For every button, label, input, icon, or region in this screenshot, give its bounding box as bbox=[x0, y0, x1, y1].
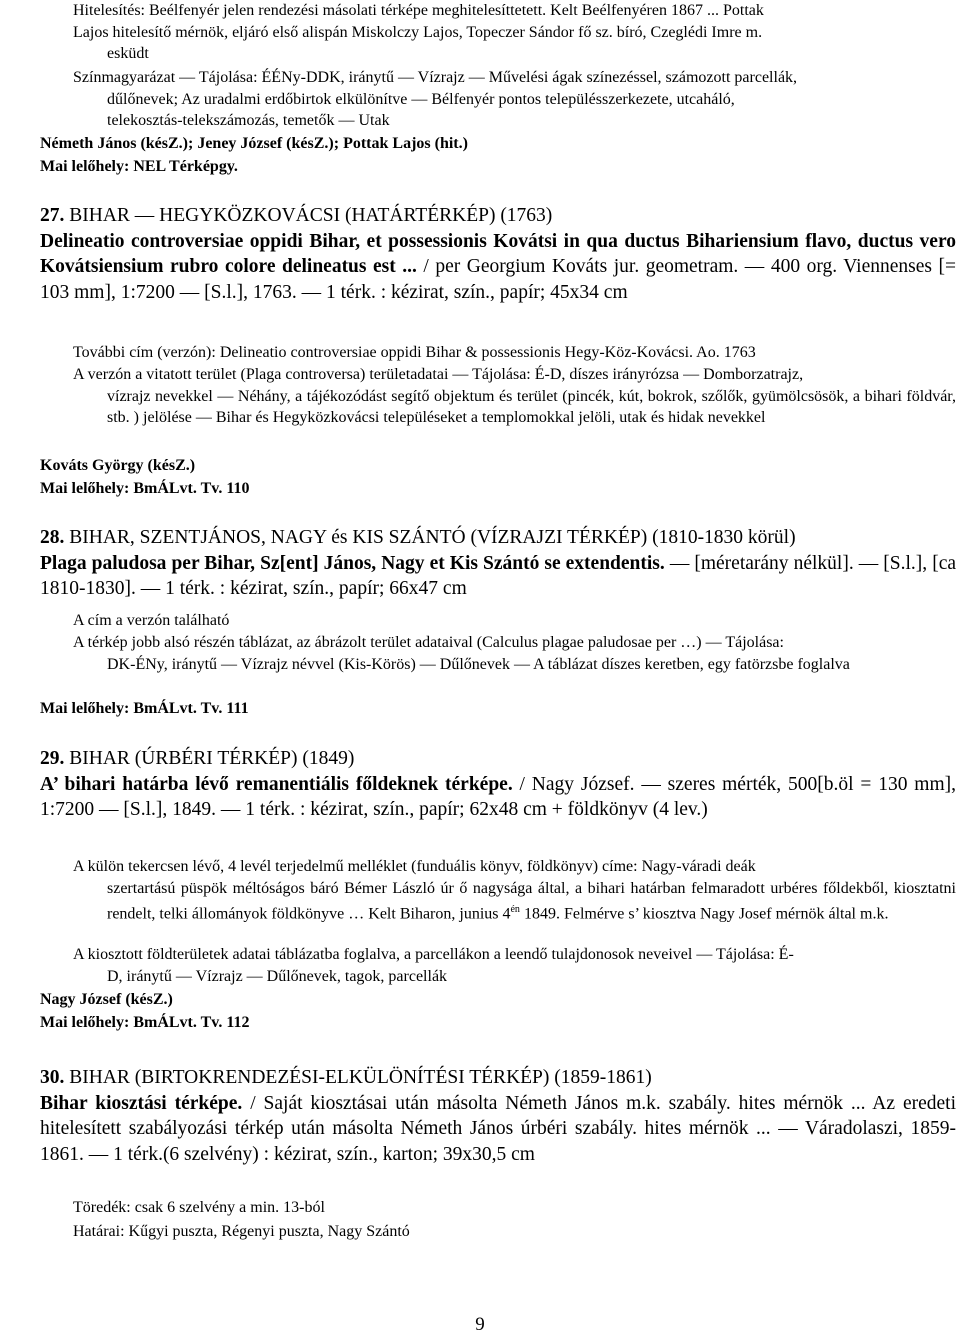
note-line: A kiosztott földterületek adatai táblázatba foglalva, a parcellákon a leendő tulajdonosok neveivel — Tájolása: É- bbox=[73, 946, 794, 963]
entry-29-heading bbox=[40, 746, 956, 772]
legend-note bbox=[73, 67, 956, 132]
entry-heading: BIHAR (ÚRBÉRI TÉRKÉP) (1849) bbox=[69, 748, 355, 769]
entry-29 bbox=[40, 746, 956, 823]
entry-title: Plaga paludosa per Bihar, Sz[ent] János, Nagy et Kis Szántó se extendentis. bbox=[40, 552, 665, 574]
top-location: Mai lelőhely: NEL Térképgy. bbox=[40, 158, 238, 175]
entry-29-author: Nagy József (késZ.) bbox=[40, 991, 173, 1008]
note-continuation: DK-ÉNy, iránytű — Vízrajz névvel (Kis-Körös) — Dűlőnevek — A táblázat díszes keretben, egy fatörzsbe foglalva bbox=[107, 655, 850, 673]
entry-27-heading bbox=[40, 203, 956, 229]
entry-29-location: Mai lelőhely: BmÁLvt. Tv. 112 bbox=[40, 1014, 250, 1031]
entry-27-note-1: További cím (verzón): Delineatio controversiae oppidi Bihar & possessionis Hegy-Köz-Kovácsi. Ao. 1763 bbox=[73, 344, 756, 361]
entry-heading: BIHAR, SZENTJÁNOS, NAGY és KIS SZÁNTÓ (VÍZRAJZI TÉRKÉP) (1810-1830 körül) bbox=[69, 527, 796, 548]
note-continuation: vízrajz nevekkel — Néhány, a tájékozódást segítő objektum és terület (pincék, kút, bokrok, szőlők, gyümölcsösök, a bihari földvár, stb. ) jelölése — Bihar és Hegyközkovácsi településeket a templomokkal jelöli, utak és hidak nevekkel bbox=[107, 387, 956, 426]
entry-28-location: Mai lelőhely: BmÁLvt. Tv. 111 bbox=[40, 700, 249, 717]
page-number: 9 bbox=[475, 1314, 485, 1335]
entry-29-note-2 bbox=[73, 944, 956, 987]
entry-title: Delineatio controversiae oppidi Bihar, et possessionis Kovátsi in qua ductus Bihariensium flavo, ductus vero Kovátsiensium rubro colore delineatus est ... bbox=[40, 230, 956, 277]
entry-28 bbox=[40, 525, 956, 602]
entry-27-location: Mai lelőhely: BmÁLvt. Tv. 110 bbox=[40, 480, 250, 497]
note-text: szertartású püspök méltóságos báró Bémer László úr ő nagysága által, a bihari határban felmaradott urbéres főldekből, kiosztatni rendelt, telki állományok földkönyve … Kelt Biharon, junius 4 bbox=[107, 879, 956, 923]
entry-30-note-1: Töredék: csak 6 szelvény a min. 13-ból bbox=[73, 1199, 325, 1216]
entry-details: / per Georgium Kováts jur. geometram. — 400 org. Viennenses [= 103 mm], 1:7200 — [S.l.], 1763. — 1 térk. : kézirat, szín., papír; 45x34 cm bbox=[40, 256, 956, 303]
entry-27-author: Kováts György (késZ.) bbox=[40, 457, 196, 474]
note-line: A térkép jobb alsó részén táblázat, az ábrázolt terület adataival (Calculus plagae paludosae per …) — Tájolása: bbox=[73, 634, 784, 651]
legend-line-3: telekosztás-telekszámozás, temetők — Utak bbox=[107, 112, 390, 129]
entry-29-description bbox=[40, 772, 956, 823]
entry-28-note-1: A cím a verzón található bbox=[73, 612, 230, 629]
legend-line-2: dűlőnevek; Az uradalmi erdőbirtok elkülönítve — Bélfenyér pontos településszerkezete, utcaháló, bbox=[107, 90, 735, 108]
entry-29-note-1 bbox=[73, 856, 956, 925]
entry-heading: BIHAR — HEGYKÖZKOVÁCSI (HATÁRTÉRKÉP) (1763) bbox=[69, 205, 553, 226]
entry-28-description bbox=[40, 551, 956, 602]
entry-30-description bbox=[40, 1091, 956, 1168]
entry-details: / Nagy József. — szeres mérték, 500[b.öl = 130 mm], 1:7200 — [S.l.], 1849. — 1 térk. : kézirat, szín., papír; 62x48 cm + földkönyv (4 lev.) bbox=[40, 773, 956, 820]
authentication-line-1: Hitelesítés: Beélfenyér jelen rendezési másolati térképe meghitelesíttetett. Kelt Beélfenyéren 1867 ... Pottak bbox=[73, 2, 764, 19]
entry-details: / Saját kiosztásai után másolta Németh János m.k. szabály. hites mérnök ... Az eredeti hitelesített szabályozási térkép után másolta Németh János úrbéri szabály. hites mérnök ... — Váradolaszi, 1859-1861. — 1 térk.(6 szelvény) : kézirat, szín., karton; 39x30,5 cm bbox=[40, 1092, 956, 1165]
entry-30-note-2: Határai: Kűgyi puszta, Régenyi puszta, Nagy Szántó bbox=[73, 1223, 410, 1240]
authentication-line-2: Lajos hitelesítő mérnök, eljáró első alispán Miskolczy Lajos, Topeczer Sándor fő sz. bíró, Czeglédi Imre m. bbox=[73, 23, 763, 41]
note-continuation: D, iránytű — Vízrajz — Dűlőnevek, tagok, parcellák bbox=[107, 967, 448, 985]
legend-line-1: Színmagyarázat — Tájolása: ÉÉNy-DDK, iránytű — Vízrajz — Művelési ágak színezéssel, számozott parcellák, bbox=[73, 69, 798, 86]
entry-title: Bihar kiosztási térképe. bbox=[40, 1092, 243, 1114]
note-line: A verzón a vitatott terület (Plaga controversa) területadatai — Tájolása: É-D, díszes irányrózsa — Domborzatrajz, bbox=[73, 366, 804, 383]
entry-30-heading bbox=[40, 1065, 956, 1091]
note-line: A külön tekercsen lévő, 4 levél terjedelmű melléklet (funduális könyv, földkönyv) címe: Nagy-váradi deák bbox=[73, 858, 756, 875]
entry-28-note-2 bbox=[73, 632, 956, 675]
entry-number: 30. bbox=[40, 1067, 65, 1088]
top-authors: Németh János (késZ.); Jeney József (késZ.); Pottak Lajos (hit.) bbox=[40, 135, 468, 152]
entry-30 bbox=[40, 1065, 956, 1167]
authentication-note bbox=[73, 0, 956, 65]
entry-heading: BIHAR (BIRTOKRENDEZÉSI-ELKÜLÖNÍTÉSI TÉRKÉP) (1859-1861) bbox=[69, 1067, 652, 1088]
note-continuation bbox=[73, 878, 956, 925]
superscript: én bbox=[510, 904, 520, 915]
entry-number: 27. bbox=[40, 205, 65, 226]
entry-details: — [méretarány nélkül]. — [S.l.], [ca 1810-1830]. — 1 térk. : kézirat, szín., papír; 66x47 cm bbox=[40, 552, 956, 599]
entry-number: 28. bbox=[40, 527, 65, 548]
entry-27-description bbox=[40, 229, 956, 306]
entry-27-note-2 bbox=[73, 364, 956, 429]
entry-27 bbox=[40, 203, 956, 305]
entry-title: A’ bihari határba lévő remanentiális főldeknek térképe. bbox=[40, 773, 513, 795]
entry-number: 29. bbox=[40, 748, 65, 769]
authentication-line-3: esküdt bbox=[107, 45, 149, 62]
note-text-end: 1849. Felmérve s’ kiosztva Nagy Josef mérnök által m.k. bbox=[519, 905, 889, 923]
entry-28-heading bbox=[40, 525, 956, 551]
